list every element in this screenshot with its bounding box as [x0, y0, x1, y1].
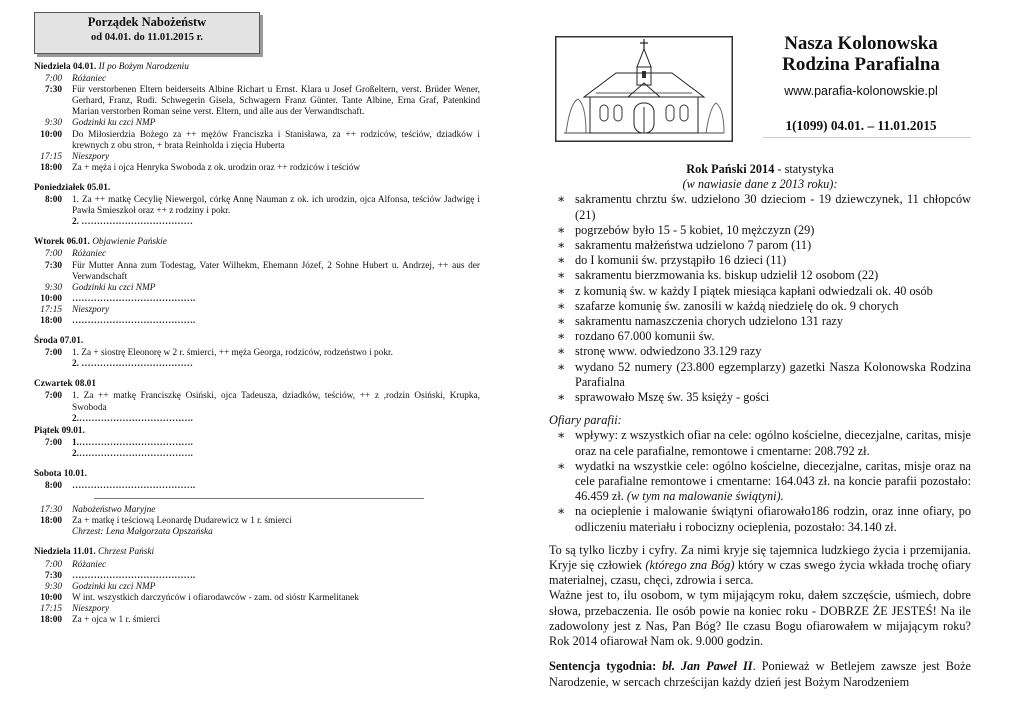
list-item: ∗ sprawowało Mszę św. 35 księży - gości — [549, 390, 971, 405]
list-item: ∗ sakramentu chrztu św. udzielono 30 dzieciom - 19 dziewczynek, 11 chłopców (21) — [549, 192, 971, 222]
mass-row: 9:30 Godzinki ku czci NMP — [44, 282, 156, 293]
divider — [94, 498, 424, 499]
newsletter-column — [549, 28, 971, 690]
mass-row: 7:00 1. Za + siostrę Eleonorę w 2 r. śmierci, ++ męża Georga, rodziców, rodzeństwo i pokr. — [44, 348, 393, 359]
schedule-header-box — [34, 12, 260, 54]
day-monday — [34, 183, 480, 228]
mass-row: 7:30 Für Mutter Anna zum Todestag, Vater Wilhekm, Ehemann Józef, 2 Sohne Hubert u. Andrzej, ++ aus der Verwandschaft — [44, 260, 480, 282]
day-heading: Poniedziałek 05.01. — [34, 182, 111, 193]
baptism-note: Chrzest: Lena Małgorzata Opszańska — [72, 527, 213, 538]
mass-row: 7:30 …………………………………. — [44, 570, 196, 581]
mass-row: 17:15 Nieszpory — [40, 304, 110, 315]
mass-row: 17:30 Nabożeństwo Maryjne — [40, 505, 156, 516]
reflection-paragraph: To są tylko liczby i cyfry. Za nimi kryje się tajemnica ludzkiego życia i przemijania. Kryje się człowiek (którego zna Bóg) który w czas swego życia wkłada trochę ofiary materialnej, czasu, chęci, zdrowia i serca. — [549, 542, 972, 588]
list-item: ∗ sakramentu małżeństwa udzielono 7 parom (11) — [549, 238, 971, 253]
list-item: ∗ szafarze komunię św. zanosili w każdą niedzielę do ok. 9 chorych — [549, 299, 971, 314]
mass-row: 10:00 W int. wszystkich darczyńców i ofiarodawców - zam. od sióstr Karmelitanek — [40, 592, 359, 603]
day-friday — [34, 426, 480, 460]
masthead — [549, 28, 971, 146]
stats-list — [549, 192, 971, 405]
day-heading: Środa 07.01. — [34, 336, 84, 347]
day-heading: Niedziela 11.01. Chrzest Pański — [34, 547, 155, 558]
day-heading: Sobota 10.01. — [34, 469, 87, 479]
day-tuesday — [34, 237, 480, 327]
list-item: ∗ wydatki na wszystkie cele: ogólno kościelne, diecezjalne, caritas, misje oraz na cele parafialne remontowe i cmentarne: 164.043 zł. na koncie parafii pozostało: 46.459 zł. (w tym na malowanie świątyni). — [549, 459, 971, 505]
list-item: ∗ sakramentu bierzmowania ks. biskup udzielił 12 osobom (22) — [549, 268, 971, 283]
mass-row: 8:00 1. Za ++ matkę Cecylię Niewergol, córkę Annę Nauman z ok. ich urodzin, ojca Alfonsa, teściów Jadwigę i Pawła Smieszkoł oraz ++ z rodziny i pokr. — [44, 195, 480, 217]
list-item: ∗ rozdano 67.000 komunii św. — [549, 329, 971, 344]
list-item: ∗ sakramentu namaszczenia chorych udzielono 131 razy — [549, 314, 971, 329]
mass-row: 18:00 Za + ojca w 1 r. śmierci — [40, 615, 161, 626]
stats-subtitle: (w nawiasie dane z 2013 roku): — [682, 177, 838, 192]
schedule-dates: od 04.01. do 11.01.2015 r. — [91, 32, 203, 44]
newsletter-title: Nasza Kolonowska Rodzina Parafialna — [782, 33, 940, 75]
issue-number: 1(1099) 04.01. – 11.01.2015 — [785, 118, 937, 133]
mass-row: 10:00 Do Miłosierdzia Bożego za ++ mężów Franciszka i Stanisława, za ++ rodziców, teściów, dziadków i krewnych z obu stron, + brata Reinholda i zięcia Huberta — [40, 129, 480, 151]
mass-row: 7:00 Różaniec — [44, 559, 107, 570]
mass-row: 17:15 Nieszpory — [40, 603, 110, 614]
mass-row: 10:00 …………………………………. — [40, 293, 196, 304]
mass-row: 18:00 …………………………………. — [40, 315, 196, 326]
mass-row: 7:00 Różaniec — [44, 74, 107, 85]
day-sunday-0401 — [34, 62, 480, 174]
stats-title: Rok Pański 2014 - statystyka — [686, 162, 834, 176]
day-heading: Wtorek 06.01. Objawienie Pańskie — [34, 237, 167, 248]
list-item: ∗ wpływy: z wszystkich ofiar na cele: ogólno kościelne, diecezjalne, caritas, misje oraz na cele parafialne, remontowe i cmentarne: 208.792 zł. — [549, 428, 971, 458]
weekly-sentence: Sentencja tygodnia: bł. Jan Paweł II. Ponieważ w Betlejem zawsze jest Boże Narodzenie, w sercach chrześcijan każdy dzień jest Bożym Narodzeniem — [549, 659, 971, 689]
mass-row: 18:00 Za + matkę i teściową Leonardę Dudarewicz w 1 r. śmierci — [40, 516, 292, 527]
list-item: ∗ z komunią św. w każdy I piątek miesiąca kapłani odwiedzali ok. 40 osób — [549, 284, 971, 299]
mass-row: 17:15 Nieszpory — [40, 151, 110, 162]
mass-row: 7:00 1.………………………………. — [44, 437, 193, 448]
mass-row: 2.………………………………. — [72, 448, 193, 459]
mass-row: 7:00 Różaniec — [44, 249, 107, 260]
day-sunday-1101 — [34, 547, 480, 626]
mass-row: 18:00 Za + męża i ojca Henryka Swoboda z ok. urodzin oraz ++ rodziców i teściów — [40, 162, 361, 173]
church-illustration — [555, 36, 733, 142]
offerings-list — [549, 428, 971, 534]
list-item: ∗ na ocieplenie i malowanie świątyni ofiarowało186 rodzin, oraz inne ofiary, po odliczeniu materiału i robocizny ocieplenia, pozostało: 34.140 zł. — [549, 504, 971, 534]
day-saturday — [34, 469, 480, 538]
offerings-heading: Ofiary parafii: — [549, 413, 622, 428]
day-heading: Niedziela 04.01. II po Bożym Narodzeniu — [34, 62, 189, 72]
mass-row: 7:30 Für verstorbenen Eltern beiderseits Albine Richart u Ernst. Klara u Josef Großeltern, verst. Brüder Wener, Gerhard, Franz, Rudi. Schwegerin Gisela, Schwagern Franz Günter. Tante Albine, Erna Graf, Patenkind Marian verstorben Roman seine verst. Eltern, und alle aus der Verwandtschaft. — [44, 85, 480, 118]
list-item: ∗ wydano 52 numery (23.800 egzemplarzy) gazetki Nasza Kolonowska Rodzina Parafialna — [549, 360, 971, 390]
day-heading: Piątek 09.01. — [34, 425, 85, 436]
schedule-column — [34, 12, 480, 626]
reflection-paragraph: Ważne jest to, ilu osobom, w tym mijającym roku, dałem szczęście, uśmiech, dobre słowa, przebaczenia. Ile osób powie na koniec roku - DOBRZE ŻE JESTEŚ! Na ile zadowolony jest z Nas, Pan Bóg? Ile czasu Bogu ofiarowałem w mijającym roku? Rok 2014 ofiarował Nam ok. 9.000 godzin. — [549, 588, 971, 649]
mass-row: 2. ……………………………… — [72, 217, 193, 228]
mass-row: 2.………………………………. — [72, 413, 193, 424]
divider — [763, 137, 971, 138]
day-heading: Czwartek 08.01 — [34, 379, 96, 390]
parish-url: www.parafia-kolonowskie.pl — [784, 84, 938, 98]
list-item: ∗ pogrzebów było 15 - 5 kobiet, 10 mężczyzn (29) — [549, 223, 971, 238]
day-wednesday — [34, 336, 480, 370]
mass-row: 7:00 1. Za ++ matkę Franciszkę Osiński, ojca Tadeusza, dziadków, teściów, ++ z ,rodzin Osiński, Krupka, Swoboda — [44, 391, 480, 413]
day-thursday — [34, 379, 480, 424]
mass-row: 2. ……………………………… — [72, 359, 193, 370]
mass-row: 9:30 Godzinki ku czci NMP — [44, 581, 156, 592]
schedule-title: Porządek Nabożeństw — [87, 15, 207, 29]
list-item: ∗ stronę www. odwiedzono 33.129 razy — [549, 344, 971, 359]
list-item: ∗ do I komunii św. przystąpiło 16 dzieci (11) — [549, 253, 971, 268]
mass-row: 9:30 Godzinki ku czci NMP — [44, 118, 156, 129]
mass-row: 8:00 …………………………………. — [44, 481, 196, 492]
